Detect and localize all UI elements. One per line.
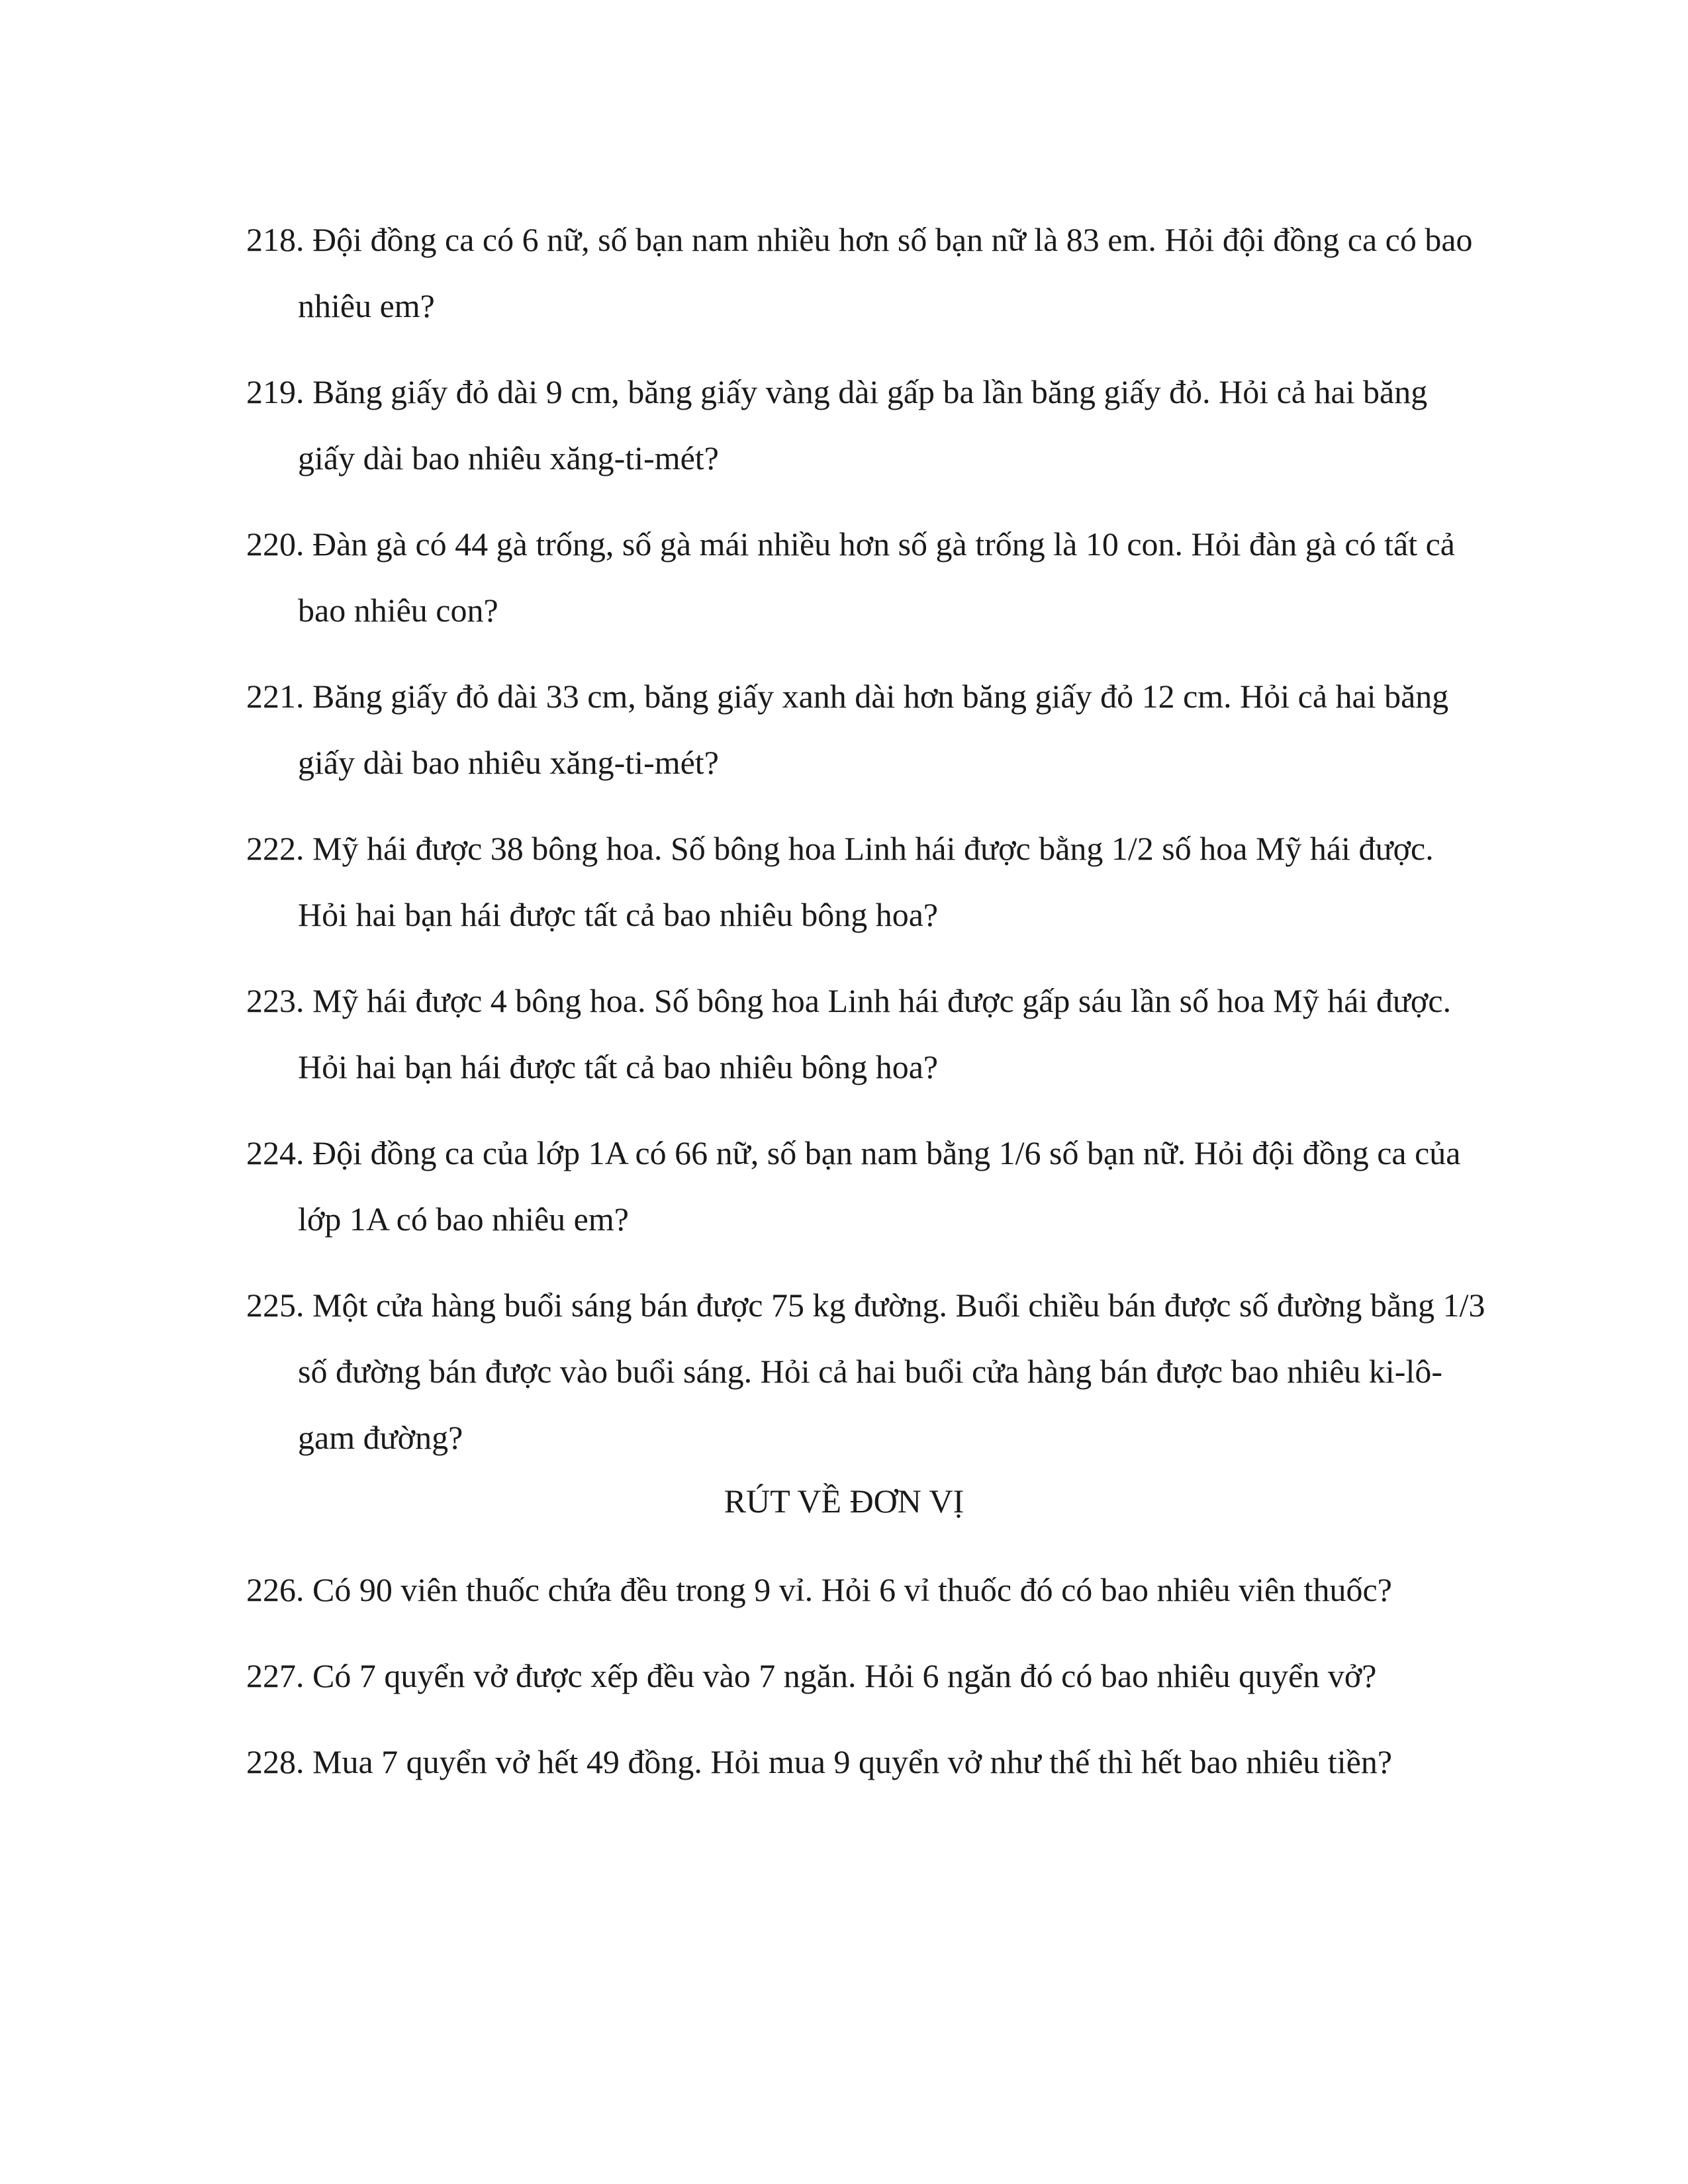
- problem-220: [246, 511, 1491, 643]
- problem-225: [246, 1272, 1491, 1471]
- problem-number: 225.: [246, 1287, 305, 1324]
- problem-text: Đàn gà có 44 gà trống, số gà mái nhiều hơn số gà trống là 10 con. Hỏi đàn gà có tất cả bao nhiêu con?: [298, 525, 1455, 629]
- problem-text: Đội đồng ca có 6 nữ, số bạn nam nhiều hơn số bạn nữ là 83 em. Hỏi đội đồng ca có bao nhiêu em?: [298, 221, 1473, 324]
- problem-number: 218.: [246, 221, 305, 258]
- problem-text: Mua 7 quyển vở hết 49 đồng. Hỏi mua 9 quyển vở như thế thì hết bao nhiêu tiền?: [312, 1743, 1393, 1780]
- problem-number: 227.: [246, 1657, 305, 1694]
- problem-228: [246, 1729, 1491, 1795]
- problem-list-2: [246, 1557, 1491, 1815]
- problem-text: Mỹ hái được 38 bông hoa. Số bông hoa Linh hái được bằng 1/2 số hoa Mỹ hái được. Hỏi hai bạn hái được tất cả bao nhiêu bông hoa?: [298, 830, 1434, 933]
- problem-text: Băng giấy đỏ dài 33 cm, băng giấy xanh dài hơn băng giấy đỏ 12 cm. Hỏi cả hai băng giấy dài bao nhiêu xăng-ti-mét?: [298, 678, 1449, 781]
- problem-number: 224.: [246, 1134, 305, 1171]
- problem-224: [246, 1120, 1491, 1252]
- problem-number: 222.: [246, 830, 305, 867]
- problem-218: [246, 206, 1491, 339]
- problem-221: [246, 663, 1491, 796]
- section-heading: RÚT VỀ ĐƠN VỊ: [724, 1482, 964, 1520]
- problem-list-1: [246, 206, 1491, 1490]
- problem-text: Có 7 quyển vở được xếp đều vào 7 ngăn. Hỏi 6 ngăn đó có bao nhiêu quyển vở?: [312, 1657, 1377, 1694]
- problem-226: [246, 1557, 1491, 1623]
- problem-text: Có 90 viên thuốc chứa đều trong 9 vỉ. Hỏi 6 vỉ thuốc đó có bao nhiêu viên thuốc?: [312, 1571, 1392, 1608]
- problem-223: [246, 968, 1491, 1100]
- problem-text: Băng giấy đỏ dài 9 cm, băng giấy vàng dài gấp ba lần băng giấy đỏ. Hỏi cả hai băng giấy dài bao nhiêu xăng-ti-mét?: [298, 373, 1428, 477]
- problem-number: 221.: [246, 678, 305, 715]
- problem-text: Mỹ hái được 4 bông hoa. Số bông hoa Linh hái được gấp sáu lần số hoa Mỹ hái được. Hỏi hai bạn hái được tất cả bao nhiêu bông hoa?: [298, 982, 1452, 1085]
- problem-number: 220.: [246, 525, 305, 563]
- problem-222: [246, 815, 1491, 948]
- problem-text: Đội đồng ca của lớp 1A có 66 nữ, số bạn nam bằng 1/6 số bạn nữ. Hỏi đội đồng ca của lớp 1A có bao nhiêu em?: [298, 1134, 1461, 1238]
- problem-number: 226.: [246, 1571, 305, 1608]
- problem-219: [246, 359, 1491, 491]
- problem-number: 228.: [246, 1743, 305, 1780]
- problem-227: [246, 1643, 1491, 1709]
- problem-text: Một cửa hàng buổi sáng bán được 75 kg đường. Buổi chiều bán được số đường bằng 1/3 số đường bán được vào buổi sáng. Hỏi cả hai buổi cửa hàng bán được bao nhiêu ki-lô-gam đường?: [298, 1287, 1485, 1456]
- problem-number: 223.: [246, 982, 305, 1019]
- problem-number: 219.: [246, 373, 305, 410]
